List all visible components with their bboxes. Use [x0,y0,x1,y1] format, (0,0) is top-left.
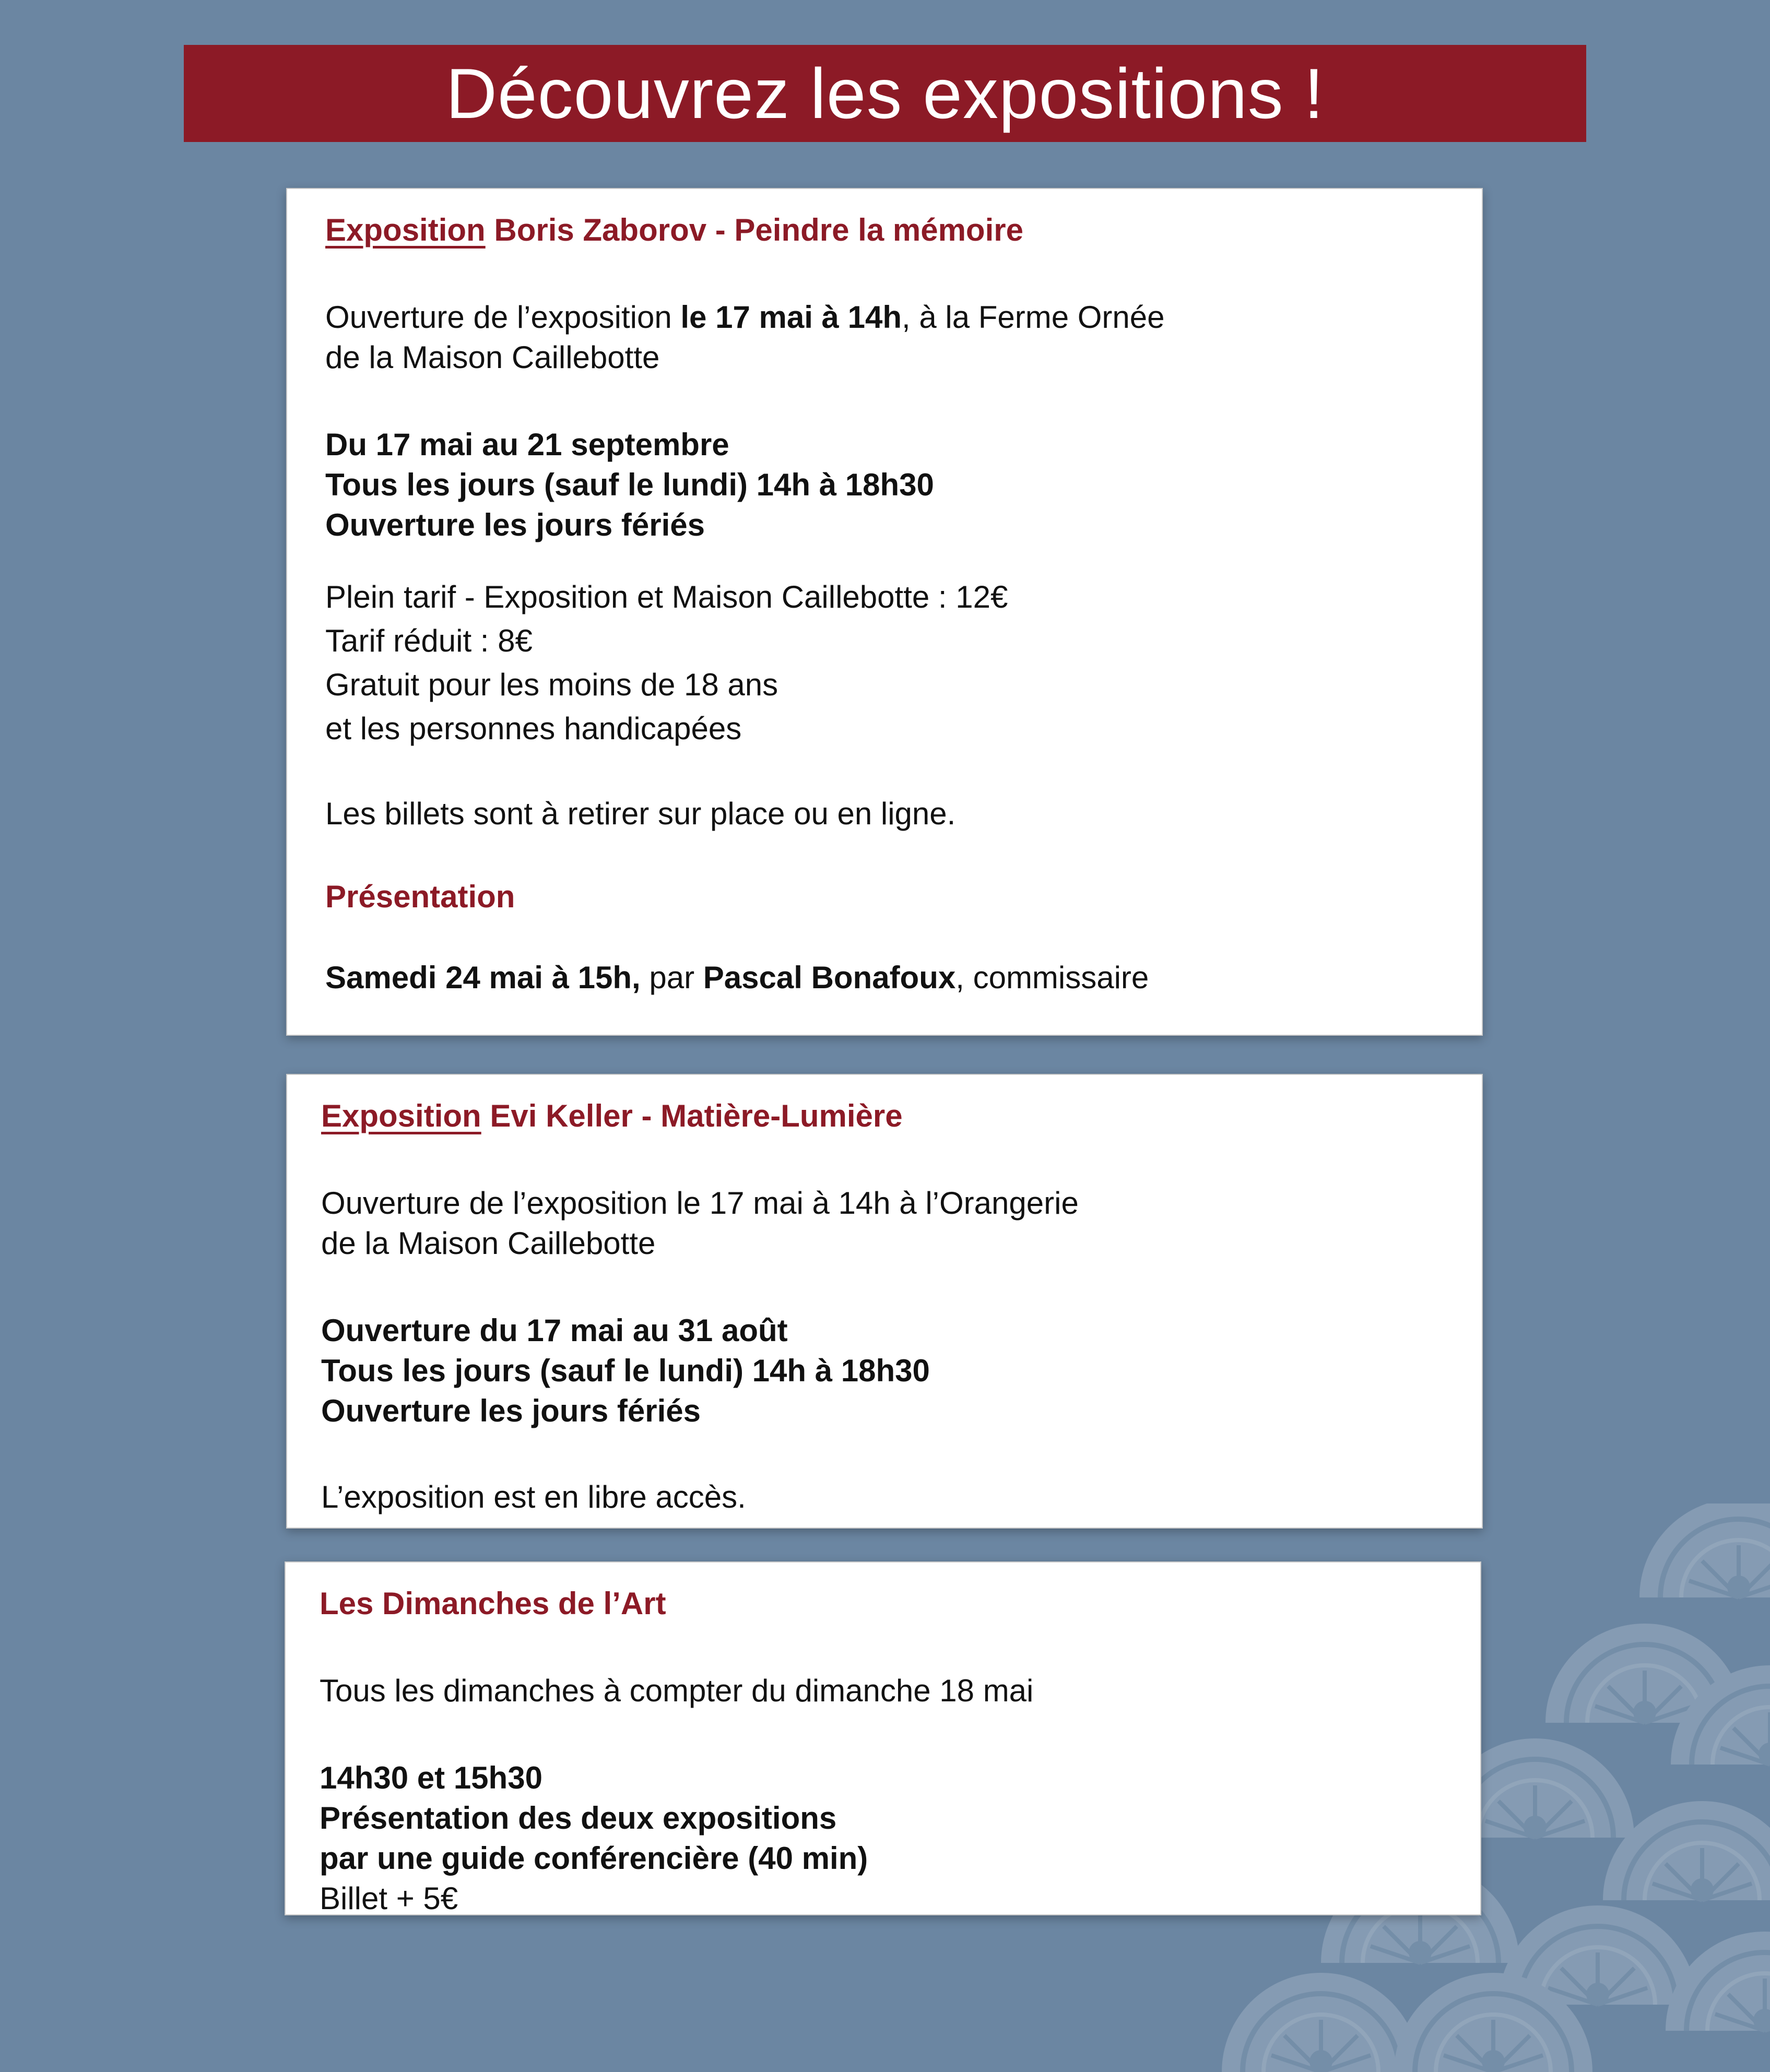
page-title: Découvrez les expositions ! [445,54,1325,133]
schedule-hours: Tous les jours (sauf le lundi) 14h à 18h30 [321,1353,930,1388]
price-free-cont: et les personnes handicapées [325,711,742,746]
exhibition-title: Boris Zaborov - Peindre la mémoire [485,212,1023,247]
schedule-hours: Tous les jours (sauf le lundi) 14h à 18h30 [325,467,934,502]
price-reduced: Tarif réduit : 8€ [325,623,533,658]
presentation-heading: Présentation [325,879,515,914]
opening-venue: de la Maison Caillebotte [325,340,660,375]
opening-venue: de la Maison Caillebotte [321,1226,656,1261]
price-free: Gratuit pour les moins de 18 ans [325,667,778,702]
opening-place: , à la Ferme Ornée [901,300,1165,335]
exhibition-card-zaborov [286,188,1483,1036]
dimanches-card [285,1561,1481,1915]
schedule-dates: Ouverture du 17 mai au 31 août [321,1313,788,1348]
access-info: L’exposition est en libre accès. [321,1479,746,1514]
title-banner [184,45,1586,142]
price-full: Plein tarif - Exposition et Maison Caillebotte : 12€ [325,579,1008,614]
price-list [325,575,1482,751]
presentation-info [325,957,1482,998]
exhibition-title: Evi Keller - Matière-Lumière [481,1098,903,1133]
dimanches-presentation: Présentation des deux expositions [320,1801,837,1836]
dimanches-heading: Les Dimanches de l’Art [320,1586,666,1621]
opening-date: le 17 mai à 14h [680,300,902,335]
dimanches-intro: Tous les dimanches à compter du dimanche 18 mai [320,1673,1034,1708]
exhibition-card-keller [286,1074,1483,1529]
dimanches-price: Billet + 5€ [320,1881,458,1916]
exhibition-heading [321,1096,1482,1136]
schedule-dates: Du 17 mai au 21 septembre [325,427,729,462]
dimanches-guide: par une guide conférencière (40 min) [320,1841,868,1876]
exhibition-link[interactable]: Exposition [325,212,486,247]
opening-info: Ouverture de l’exposition le 17 mai à 14h à l’Orangerie [321,1186,1079,1221]
presentation-date: Samedi 24 mai à 15h, [325,960,641,995]
opening-info [325,297,1482,337]
exhibition-heading [325,210,1482,250]
schedule-holidays: Ouverture les jours fériés [325,507,705,542]
dimanches-times: 14h30 et 15h30 [320,1760,542,1795]
presentation-curator: Pascal Bonafoux [703,960,956,995]
opening-text: Ouverture de l’exposition [325,300,681,335]
presentation-role: , commissaire [955,960,1149,995]
schedule-holidays: Ouverture les jours fériés [321,1393,701,1428]
exhibition-link[interactable]: Exposition [321,1098,481,1133]
tickets-info: Les billets sont à retirer sur place ou en ligne. [325,796,956,831]
presentation-by: par [640,960,703,995]
